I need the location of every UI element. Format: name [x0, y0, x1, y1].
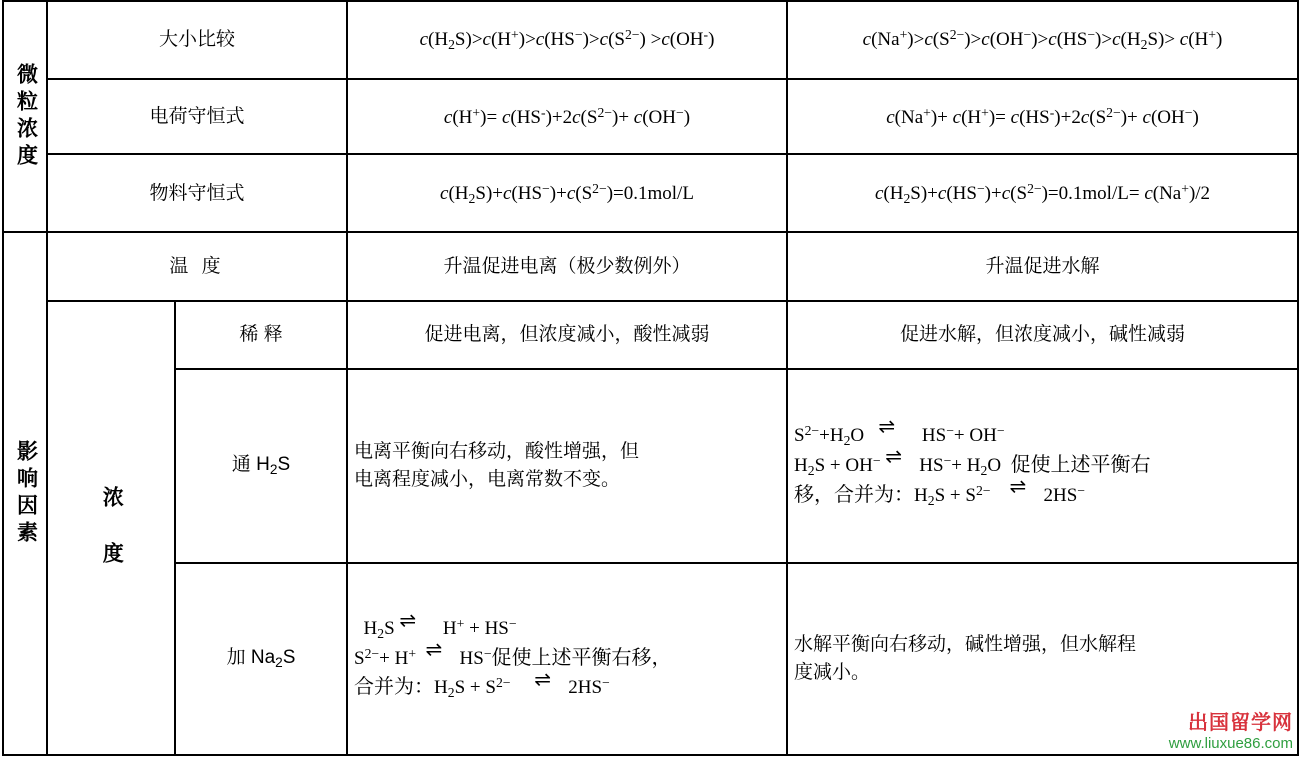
- cell-mass-conservation-col2: $c(H_2S)+c(HS^-)+c(S^{2-})=0.1mol/L= c(Na^+)/2$: [787, 154, 1298, 232]
- row-label-charge-conservation: 电荷守恒式: [47, 79, 347, 155]
- cell-dilution-col2: 促进水解，但浓度减小，碱性减弱: [787, 301, 1298, 369]
- cell-add-h2s-col1: 电离平衡向右移动，酸性增强，但 电离程度减小，电离常数不变。: [347, 369, 787, 563]
- cell-charge-conservation-col1: $c(H^+)= c(HS^-)+2c(S^{2-})+ c(OH^-)$: [347, 79, 787, 155]
- row-label-mass-conservation: 物料守恒式: [47, 154, 347, 232]
- row-label-temperature: 温 度: [47, 232, 347, 300]
- cell-add-na2s-col2: 水解平衡向右移动，碱性增强，但水解程 度减小。: [787, 563, 1298, 756]
- cell-size-comparison-col2: $c(Na^+)>c(S^{2-})>c(OH^-)>c(HS^-)>c(H_2S)> c(H^+)$: [787, 1, 1298, 79]
- section2-vertical-label: [3, 232, 47, 755]
- row-label-add-na2s: 加 $Na_2S$: [175, 563, 347, 756]
- cell-dilution-col1: 促进电离，但浓度减小，酸性减弱: [347, 301, 787, 369]
- cell-temperature-col2: 升温促进水解: [787, 232, 1298, 300]
- table-row: [3, 154, 1298, 232]
- concentration-vertical-label: [47, 301, 175, 755]
- section2-vertical-label-text: 影响因素: [14, 439, 38, 548]
- table-row: [3, 301, 1298, 369]
- section1-vertical-label-text: 微粒浓度: [14, 62, 38, 171]
- cell-size-comparison-col1: $c(H_2S)>c(H^+)>c(HS^-)>c(S^{2-}) >c(OH^-)$: [347, 1, 787, 79]
- row-label-add-h2s: 通 $H_2S$: [175, 369, 347, 563]
- cell-add-na2s-col1: $H_2S$ ⇌ H+ + HS− $S^{2-}+ H^+$ ⇌ HS−促使上述平衡右移， 合并为：$H_2S + S^{2-}$ ⇌ 2HS−: [347, 563, 787, 756]
- row-label-size-comparison: 大小比较: [47, 1, 347, 79]
- cell-charge-conservation-col2: $c(Na^+)+ c(H^+)= c(HS^-)+2c(S^{2-})+ c(OH^-)$: [787, 79, 1298, 155]
- section1-vertical-label: [3, 1, 47, 232]
- row-label-dilution: 稀 释: [175, 301, 347, 369]
- watermark-site-name: 出国留学网: [1188, 711, 1293, 734]
- table-row: [3, 79, 1298, 155]
- comparison-table: [2, 0, 1299, 756]
- watermark-url: www.liuxue86.com: [1168, 734, 1293, 752]
- table-row: [3, 232, 1298, 300]
- table-row: [3, 563, 1298, 756]
- cell-add-h2s-col2: $S^{2-}+H_2O$ ⇌ HS−+ OH− $H_2S + OH^-$ ⇌ $HS^-+ H_2O$ 促使上述平衡右 移，合并为：$H_2S + S^{2-}$ ⇌ 2HS−: [787, 369, 1298, 563]
- table-row: [3, 369, 1298, 563]
- cell-mass-conservation-col1: $c(H_2S)+c(HS^-)+c(S^{2-})=0.1mol/L$: [347, 154, 787, 232]
- concentration-vertical-label-text: 浓 度: [100, 486, 124, 570]
- table-row: [3, 1, 1298, 79]
- cell-temperature-col1: 升温促进电离（极少数例外）: [347, 232, 787, 300]
